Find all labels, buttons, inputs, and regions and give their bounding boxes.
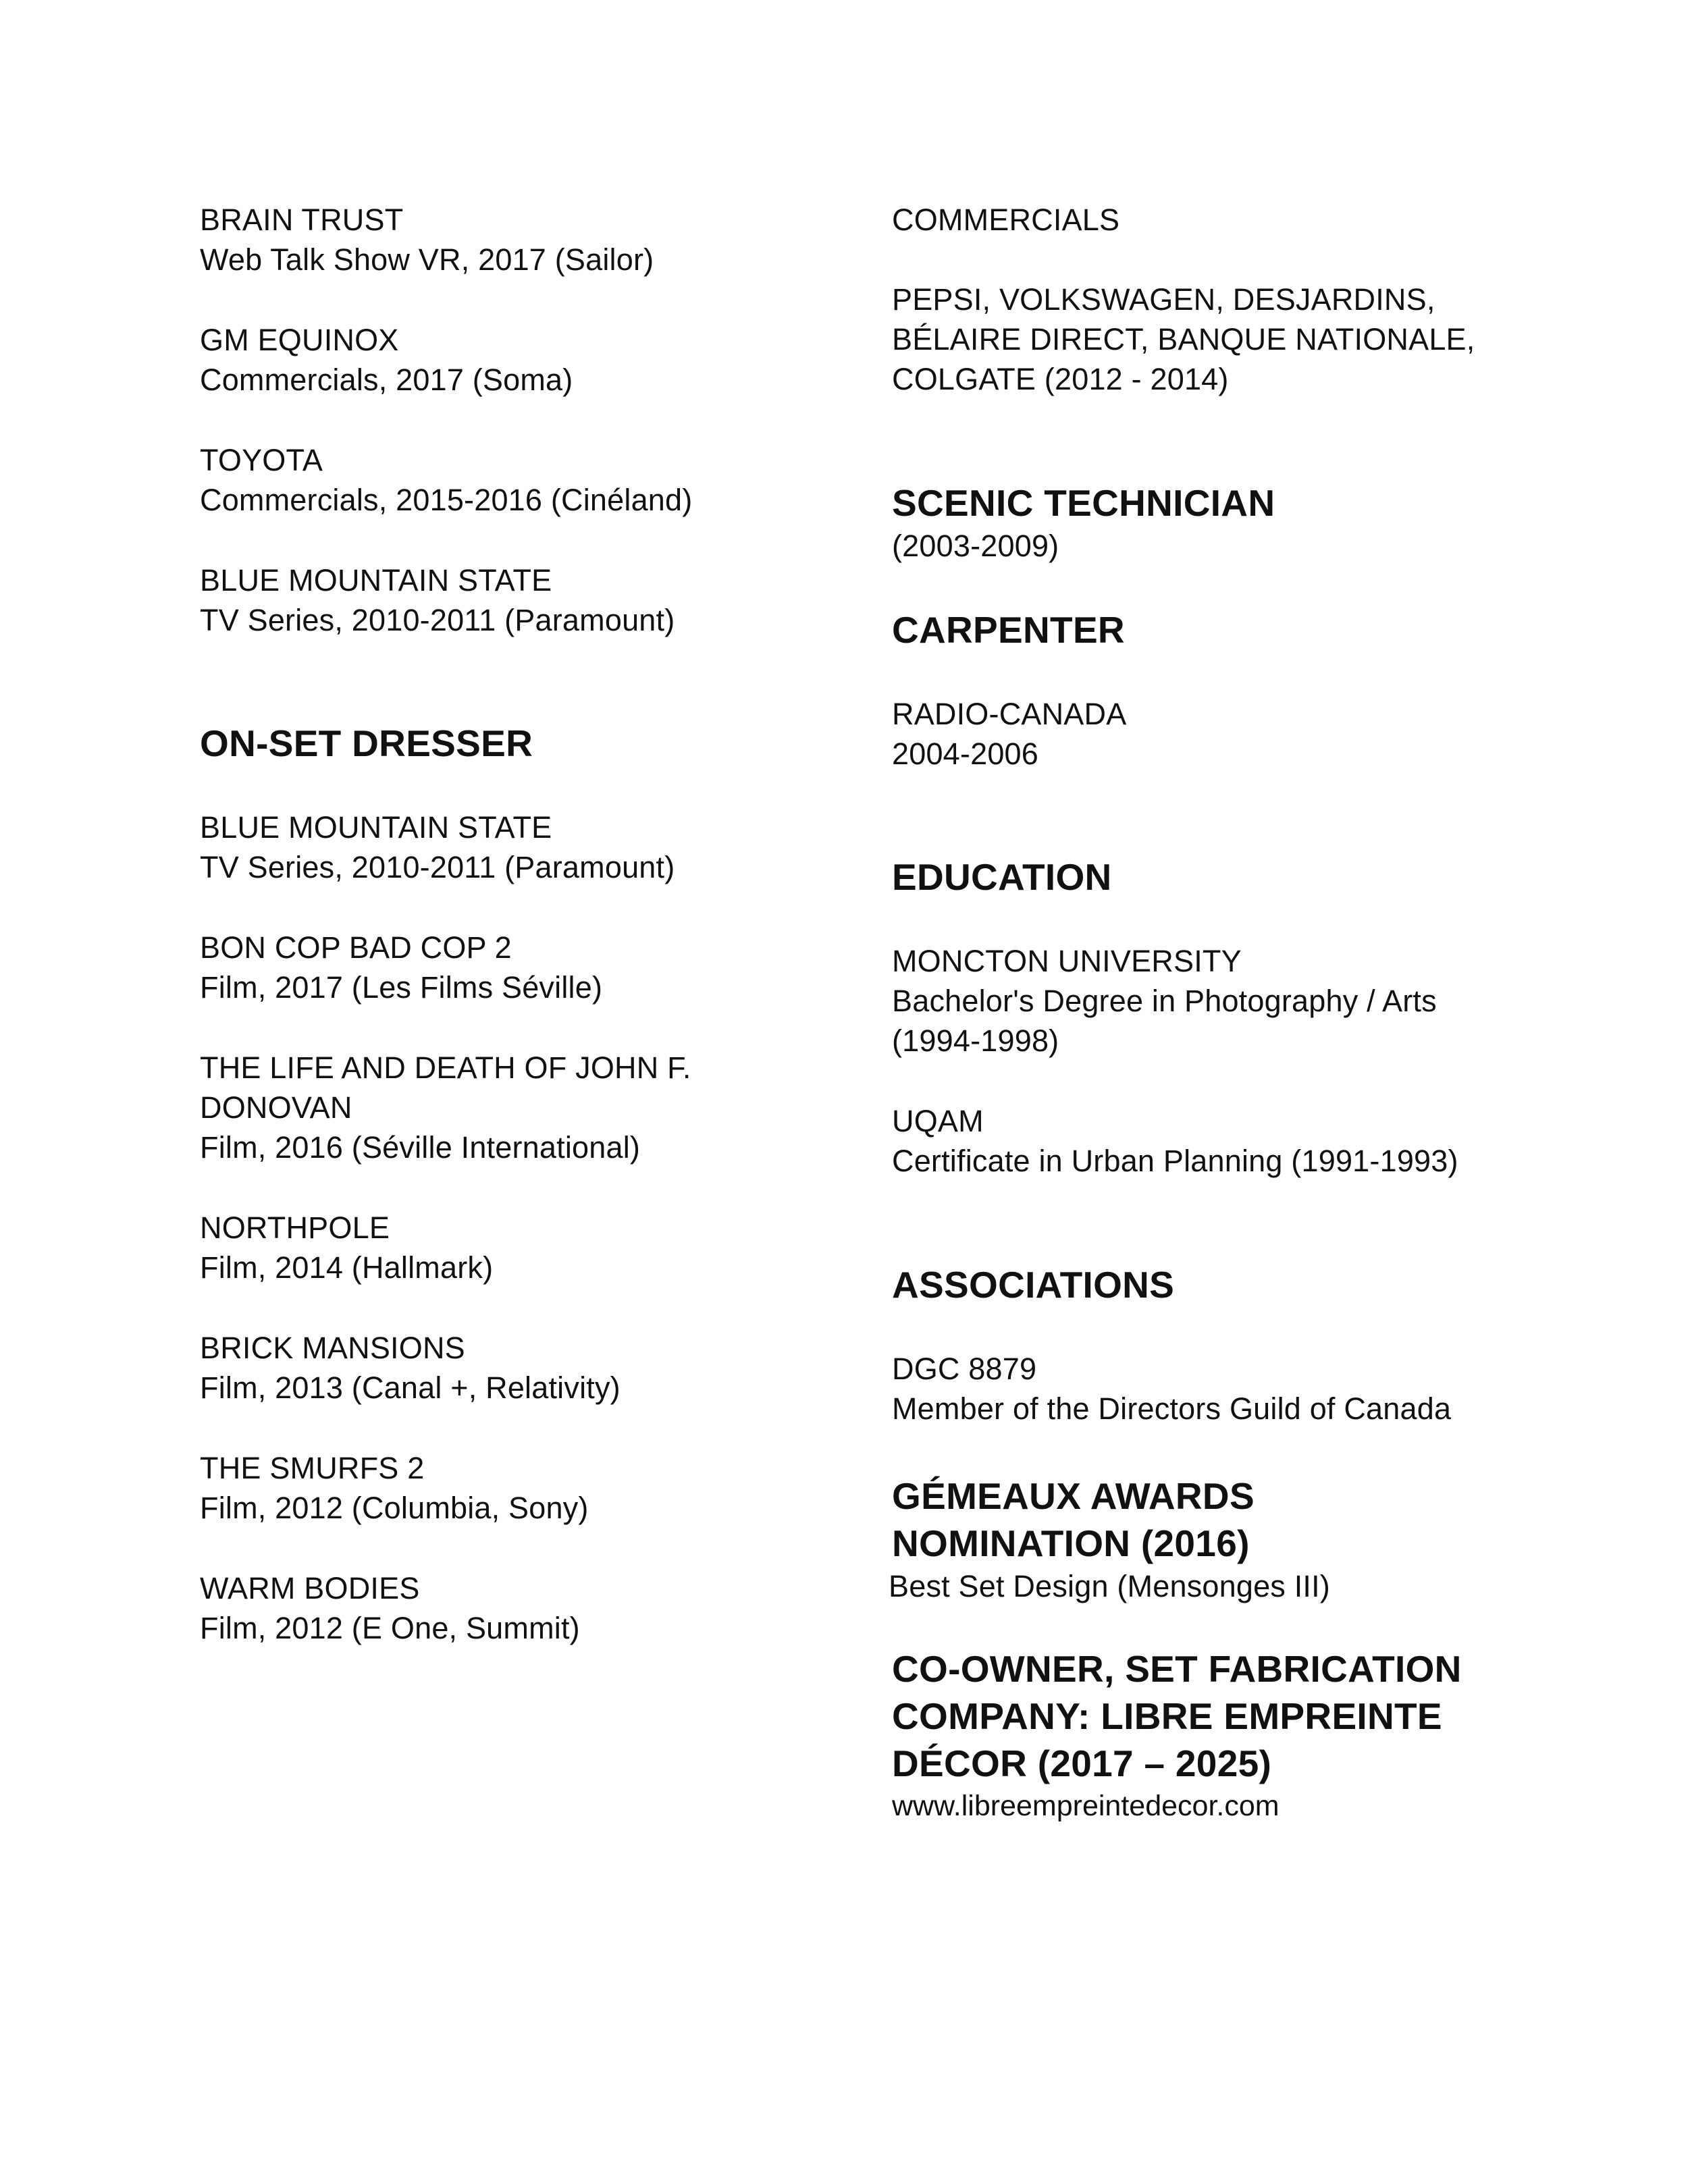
co-owner-heading-line1: CO-OWNER, SET FABRICATION: [892, 1648, 1462, 1690]
john-donovan-detail: Film, 2016 (Séville International): [200, 1130, 641, 1165]
carpenter-employer: RADIO-CANADA: [892, 697, 1127, 731]
blue-mountain-2-detail: TV Series, 2010-2011 (Paramount): [200, 850, 675, 884]
gemeaux-heading-line2: NOMINATION (2016): [892, 1522, 1250, 1564]
dgc-detail: Member of the Directors Guild of Canada: [892, 1391, 1452, 1426]
toyota-title: TOYOTA: [200, 443, 323, 477]
warm-bodies-title: WARM BODIES: [200, 1571, 420, 1605]
brain-trust-title: BRAIN TRUST: [200, 203, 404, 237]
uqam-title: UQAM: [892, 1104, 984, 1138]
toyota-detail: Commercials, 2015-2016 (Cinéland): [200, 483, 693, 517]
dgc-title: DGC 8879: [892, 1352, 1037, 1386]
bon-cop-detail: Film, 2017 (Les Films Séville): [200, 970, 603, 1005]
scenic-technician-years: (2003-2009): [892, 529, 1059, 563]
gemeaux-detail: Best Set Design (Mensonges III): [889, 1569, 1330, 1603]
northpole-title: NORTHPOLE: [200, 1210, 390, 1245]
smurfs-detail: Film, 2012 (Columbia, Sony): [200, 1491, 589, 1525]
commercials-line1: PEPSI, VOLKSWAGEN, DESJARDINS,: [892, 282, 1435, 317]
education-heading: EDUCATION: [892, 856, 1112, 898]
john-donovan-title-line2: DONOVAN: [200, 1090, 352, 1125]
co-owner-heading-line3: DÉCOR (2017 – 2025): [892, 1742, 1272, 1784]
uqam-detail: Certificate in Urban Planning (1991-1993): [892, 1144, 1458, 1178]
gm-equinox-title: GM EQUINOX: [200, 323, 399, 357]
gm-equinox-detail: Commercials, 2017 (Soma): [200, 363, 573, 397]
company-website-link[interactable]: www.libreempreintedecor.com: [892, 1790, 1280, 1822]
on-set-dresser-heading: ON-SET DRESSER: [200, 722, 533, 764]
commercials-line2: BÉLAIRE DIRECT, BANQUE NATIONALE,: [892, 322, 1475, 356]
carpenter-years: 2004-2006: [892, 737, 1039, 771]
commercials-line3: COLGATE (2012 - 2014): [892, 362, 1229, 396]
bon-cop-title: BON COP BAD COP 2: [200, 930, 512, 965]
blue-mountain-detail: TV Series, 2010-2011 (Paramount): [200, 603, 675, 637]
gemeaux-heading-line1: GÉMEAUX AWARDS: [892, 1475, 1255, 1517]
brick-mansions-detail: Film, 2013 (Canal +, Relativity): [200, 1370, 621, 1405]
john-donovan-title-line1: THE LIFE AND DEATH OF JOHN F.: [200, 1050, 691, 1085]
brick-mansions-title: BRICK MANSIONS: [200, 1331, 465, 1365]
warm-bodies-detail: Film, 2012 (E One, Summit): [200, 1611, 580, 1645]
blue-mountain-title: BLUE MOUNTAIN STATE: [200, 563, 552, 597]
moncton-title: MONCTON UNIVERSITY: [892, 944, 1242, 978]
brain-trust-detail: Web Talk Show VR, 2017 (Sailor): [200, 242, 654, 277]
carpenter-heading: CARPENTER: [892, 609, 1125, 651]
associations-heading: ASSOCIATIONS: [892, 1264, 1175, 1306]
commercials-title: COMMERCIALS: [892, 203, 1120, 237]
co-owner-heading-line2: COMPANY: LIBRE EMPREINTE: [892, 1695, 1442, 1737]
smurfs-title: THE SMURFS 2: [200, 1451, 425, 1485]
moncton-years: (1994-1998): [892, 1023, 1059, 1058]
northpole-detail: Film, 2014 (Hallmark): [200, 1250, 494, 1285]
scenic-technician-heading: SCENIC TECHNICIAN: [892, 482, 1275, 524]
blue-mountain-2-title: BLUE MOUNTAIN STATE: [200, 810, 552, 845]
moncton-detail: Bachelor's Degree in Photography / Arts: [892, 984, 1437, 1018]
